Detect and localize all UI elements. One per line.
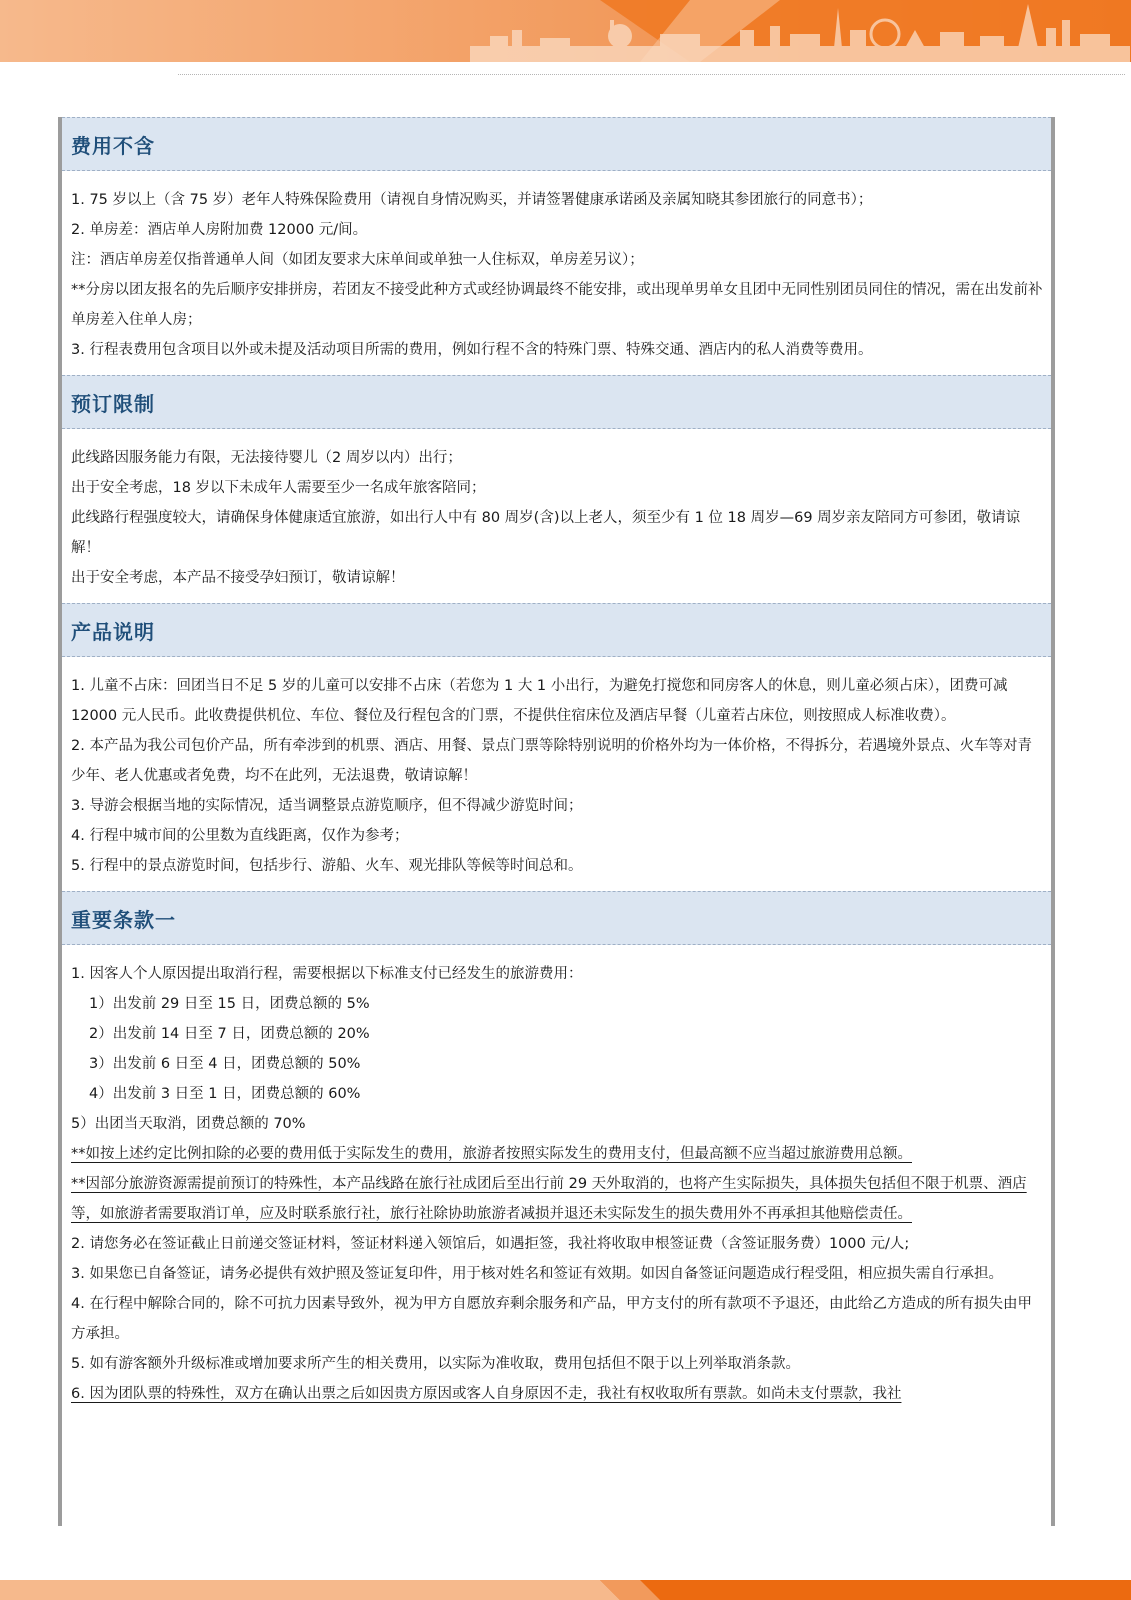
- text-line: 5. 如有游客额外升级标准或增加要求所产生的相关费用，以实际为准收取，费用包括但不限于以上列举取消条款。: [71, 1356, 800, 1372]
- header-divider: [178, 74, 1125, 75]
- text-line: 4. 行程中城市间的公里数为直线距离，仅作为参考；: [71, 828, 409, 844]
- text-line: 出于安全考虑，本产品不接受孕妇预订，敬请谅解！: [71, 570, 405, 586]
- footer-banner: [0, 1580, 1131, 1600]
- footer-decoration: [0, 1580, 1131, 1600]
- text-line: 3. 导游会根据当地的实际情况，适当调整景点游览顺序，但不得减少游览时间；: [71, 798, 583, 814]
- section-booking-restrictions: [62, 375, 1051, 603]
- text-line: 2）出发前 14 日至 7 日，团费总额的 20%: [89, 1026, 370, 1042]
- section-body: [62, 657, 1051, 891]
- text-line: 1. 75 岁以上（含 75 岁）老年人特殊保险费用（请视自身情况购买，并请签署健康承诺函及亲属知晓其参团旅行的同意书）；: [71, 192, 873, 208]
- text-line: 5）出团当天取消，团费总额的 70%: [71, 1116, 306, 1132]
- text-line: 注：酒店单房差仅指普通单人间（如团友要求大床单间或单独一人住标双，单房差另议）；: [71, 252, 644, 268]
- text-line: 此线路行程强度较大，请确保身体健康适宜旅游，如出行人中有 80 周岁(含)以上老人，须至少有 1 位 18 周岁—69 周岁亲友陪同方可参团，敬请谅解！: [71, 510, 1021, 556]
- text-line: 3）出发前 6 日至 4 日，团费总额的 50%: [89, 1056, 361, 1072]
- section-important-terms: [62, 891, 1051, 1419]
- text-line: 5. 行程中的景点游览时间，包括步行、游船、火车、观光排队等候等时间总和。: [71, 858, 583, 874]
- text-line: 2. 单房差：酒店单人房附加费 12000 元/间。: [71, 222, 368, 238]
- city-skyline-decoration: [0, 0, 1131, 62]
- section-title: 费用不含: [62, 117, 1051, 171]
- header-banner: [0, 0, 1131, 62]
- section-body: [62, 171, 1051, 375]
- section-body: [62, 429, 1051, 603]
- text-line: 4. 在行程中解除合同的，除不可抗力因素导致外，视为甲方自愿放弃剩余服务和产品，甲方支付的所有款项不予退还，由此给乙方造成的所有损失由甲方承担。: [71, 1296, 1032, 1342]
- text-line: 2. 请您务必在签证截止日前递交签证材料，签证材料递入领馆后，如遇拒签，我社将收取申根签证费（含签证服务费）1000 元/人;: [71, 1236, 910, 1252]
- text-line: 出于安全考虑，18 岁以下未成年人需要至少一名成年旅客陪同；: [71, 480, 486, 496]
- section-body: [62, 945, 1051, 1419]
- text-line: 此线路因服务能力有限，无法接待婴儿（2 周岁以内）出行；: [71, 450, 462, 466]
- content-frame: [58, 117, 1055, 1526]
- section-product-notes: [62, 603, 1051, 891]
- text-line: **因部分旅游资源需提前预订的特殊性，本产品线路在旅行社成团后至出行前 29 天外取消的，也将产生实际损失，具体损失包括但不限于机票、酒店等，如旅游者需要取消订单，应及时联系旅行社，旅行社除协助旅游者减损并退还未实际发生的损失费用外不再承担其他赔偿责任。: [71, 1176, 1027, 1222]
- section-title: 产品说明: [62, 603, 1051, 657]
- section-title: 预订限制: [62, 375, 1051, 429]
- text-line: 1. 因客人个人原因提出取消行程，需要根据以下标准支付已经发生的旅游费用：: [71, 966, 583, 982]
- section-title: 重要条款一: [62, 891, 1051, 945]
- text-line: **如按上述约定比例扣除的必要的费用低于实际发生的费用，旅游者按照实际发生的费用支付，但最高额不应当超过旅游费用总额。: [71, 1146, 912, 1162]
- text-line: 3. 如果您已自备签证，请务必提供有效护照及签证复印件，用于核对姓名和签证有效期。如因自备签证问题造成行程受阻，相应损失需自行承担。: [71, 1266, 1003, 1282]
- section-fees-excluded: [62, 117, 1051, 375]
- text-line: 6. 因为团队票的特殊性，双方在确认出票之后如因贵方原因或客人自身原因不走，我社有权收取所有票款。如尚未支付票款，我社: [71, 1386, 902, 1402]
- text-line: 4）出发前 3 日至 1 日，团费总额的 60%: [89, 1086, 361, 1102]
- text-line: 1. 儿童不占床：回团当日不足 5 岁的儿童可以安排不占床（若您为 1 大 1 小出行，为避免打搅您和同房客人的休息，则儿童必须占床），团费可减 12000 元人民币。此收费提供机位、车位、餐位及行程包含的门票，不提供住宿床位及酒店早餐（儿童若占床位，则按照成人标准收费）。: [71, 678, 1008, 724]
- text-line: 3. 行程表费用包含项目以外或未提及活动项目所需的费用，例如行程不含的特殊门票、特殊交通、酒店内的私人消费等费用。: [71, 342, 873, 358]
- text-line: 2. 本产品为我公司包价产品，所有牵涉到的机票、酒店、用餐、景点门票等除特别说明的价格外均为一体价格，不得拆分，若遇境外景点、火车等对青少年、老人优惠或者免费，均不在此列，无法退费，敬请谅解！: [71, 738, 1032, 784]
- text-line: **分房以团友报名的先后顺序安排拼房，若团友不接受此种方式或经协调最终不能安排，或出现单男单女且团中无同性别团员同住的情况，需在出发前补单房差入住单人房；: [71, 282, 1043, 328]
- text-line: 1）出发前 29 日至 15 日，团费总额的 5%: [89, 996, 370, 1012]
